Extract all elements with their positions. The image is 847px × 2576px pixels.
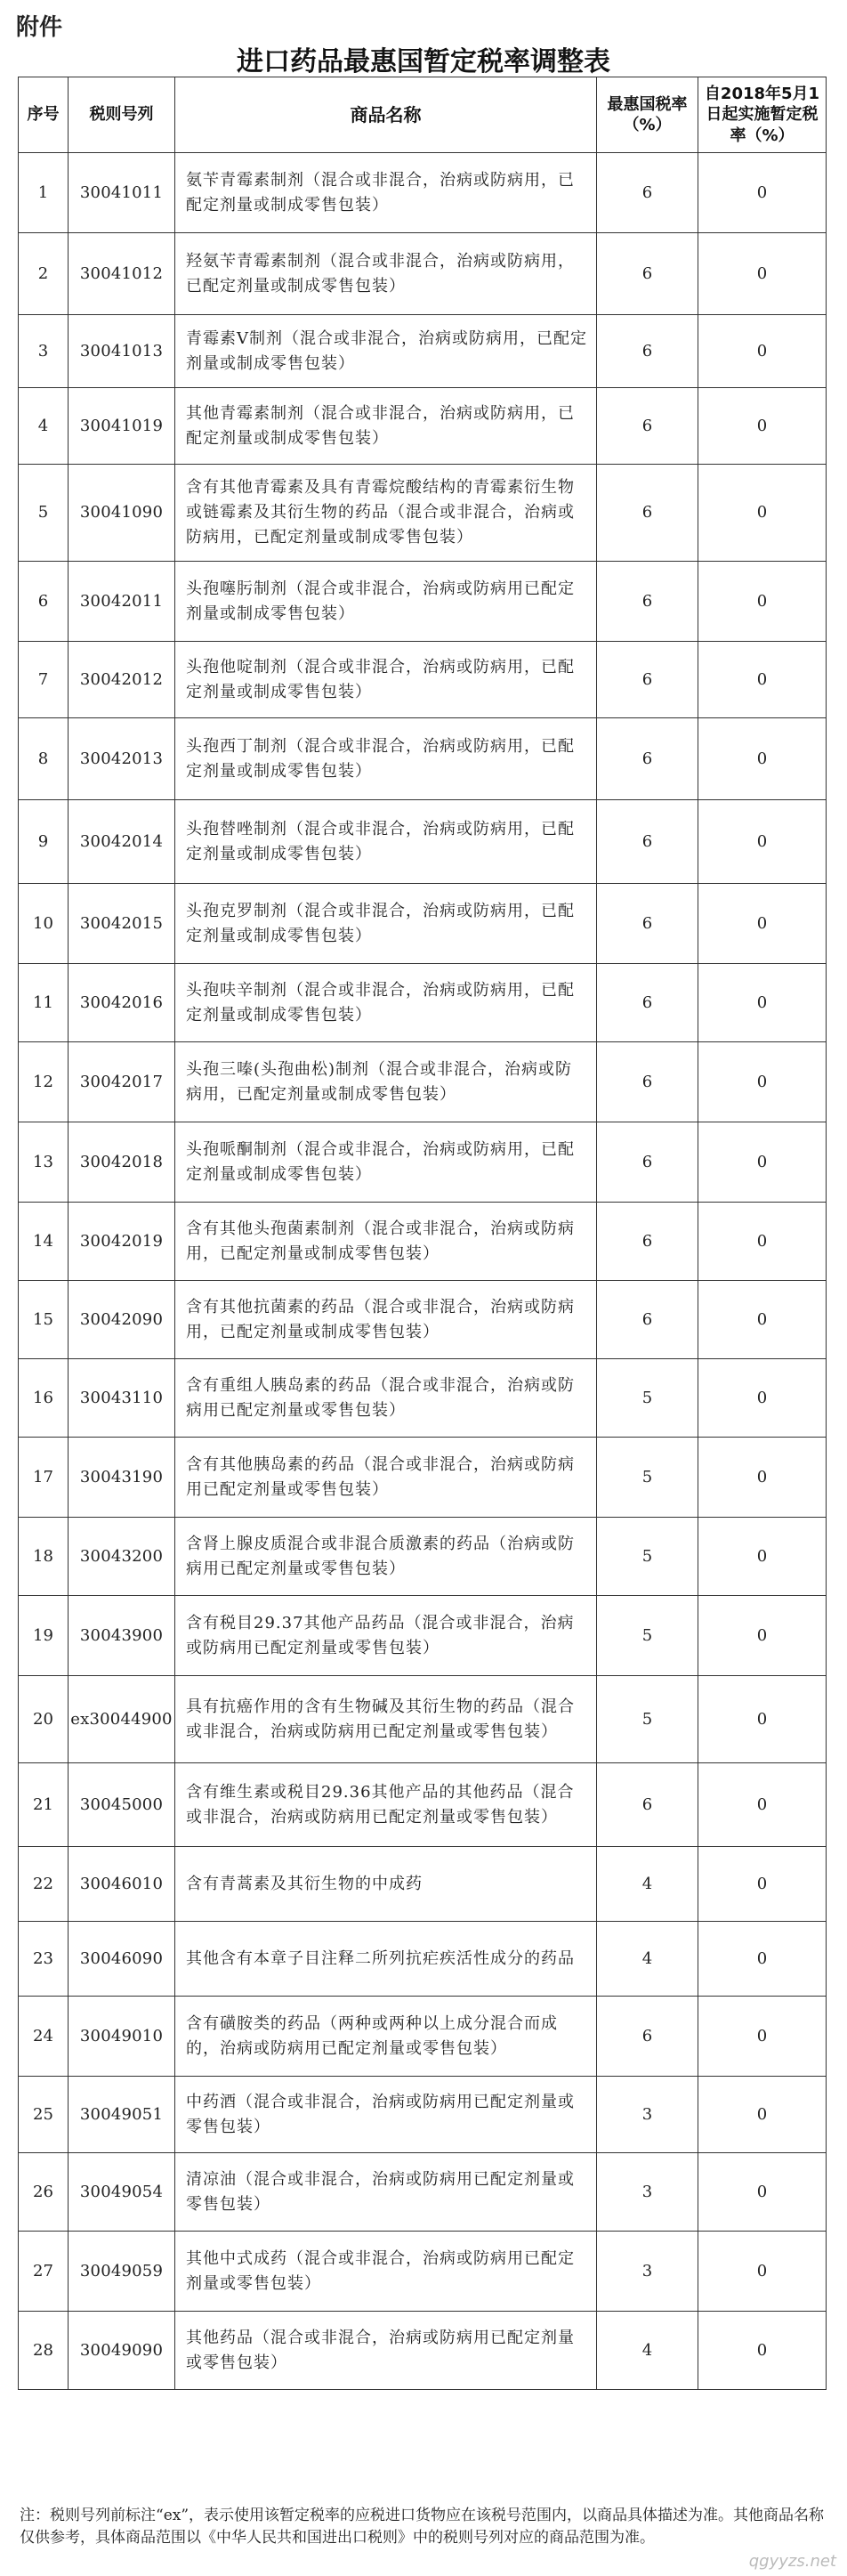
table-row [19,1203,827,1281]
product-name: 含有税目29.37其他产品药品（混合或非混合，治病或防病用已配定剂量或零售包装） [175,1596,597,1676]
product-name: 羟氨苄青霉素制剂（混合或非混合，治病或防病用，已配定剂量或制成零售包装） [175,233,597,315]
row-number: 1 [19,153,69,233]
table-row [19,562,827,642]
mfn-rate: 6 [597,1997,698,2077]
page-title: 进口药品最惠国暂定税率调整表 [237,46,610,77]
mfn-rate: 4 [597,1847,698,1922]
table-row [19,800,827,884]
col-header-name: 商品名称 [175,77,597,153]
product-name: 氨苄青霉素制剂（混合或非混合，治病或防病用，已配定剂量或制成零售包装） [175,153,597,233]
provisional-rate: 0 [698,1763,827,1847]
row-number: 8 [19,718,69,800]
product-name: 头孢替唑制剂（混合或非混合，治病或防病用，已配定剂量或制成零售包装） [175,800,597,884]
tariff-code: ex30044900 [69,1676,175,1763]
product-name: 头孢他啶制剂（混合或非混合，治病或防病用，已配定剂量或制成零售包装） [175,642,597,718]
mfn-rate: 3 [597,2153,698,2232]
provisional-rate: 0 [698,562,827,642]
table-row [19,233,827,315]
row-number: 12 [19,1042,69,1122]
tariff-code: 30042016 [69,964,175,1042]
provisional-rate: 0 [698,964,827,1042]
tariff-code: 30041019 [69,388,175,465]
table-row [19,315,827,388]
table-row [19,2232,827,2312]
product-name: 其他中式成药（混合或非混合，治病或防病用已配定剂量或零售包装） [175,2232,597,2312]
col-header-provisional-rate: 自2018年5月1日起实施暂定税率（%） [698,77,827,153]
provisional-rate: 0 [698,233,827,315]
provisional-rate: 0 [698,2232,827,2312]
mfn-rate: 6 [597,642,698,718]
row-number: 15 [19,1281,69,1359]
product-name: 头孢呋辛制剂（混合或非混合，治病或防病用，已配定剂量或制成零售包装） [175,964,597,1042]
provisional-rate: 0 [698,1042,827,1122]
provisional-rate: 0 [698,1922,827,1997]
product-name: 青霉素V制剂（混合或非混合，治病或防病用，已配定剂量或制成零售包装） [175,315,597,388]
provisional-rate: 0 [698,153,827,233]
mfn-rate: 3 [597,2077,698,2153]
row-number: 9 [19,800,69,884]
table-row [19,1281,827,1359]
tariff-code: 30042013 [69,718,175,800]
tariff-code: 30042018 [69,1122,175,1203]
row-number: 24 [19,1997,69,2077]
provisional-rate: 0 [698,718,827,800]
mfn-rate: 6 [597,233,698,315]
row-number: 21 [19,1763,69,1847]
attachment-label: 附件 [16,14,63,41]
mfn-rate: 5 [597,1518,698,1596]
product-name: 头孢三嗪(头孢曲松)制剂（混合或非混合，治病或防病用，已配定剂量或制成零售包装） [175,1042,597,1122]
col-header-no: 序号 [19,77,69,153]
provisional-rate: 0 [698,315,827,388]
col-header-code: 税则号列 [69,77,175,153]
product-name: 含肾上腺皮质混合或非混合质激素的药品（治病或防病用已配定剂量或零售包装） [175,1518,597,1596]
mfn-rate: 6 [597,388,698,465]
product-name: 含有青蒿素及其衍生物的中成药 [175,1847,597,1922]
watermark: qgyyzs.net [748,2552,836,2571]
table-row [19,1676,827,1763]
table-row [19,1847,827,1922]
provisional-rate: 0 [698,642,827,718]
mfn-rate: 3 [597,2232,698,2312]
mfn-rate: 6 [597,964,698,1042]
row-number: 25 [19,2077,69,2153]
row-number: 27 [19,2232,69,2312]
table-row [19,1596,827,1676]
table-row [19,1042,827,1122]
provisional-rate: 0 [698,1676,827,1763]
row-number: 14 [19,1203,69,1281]
table-row [19,465,827,562]
provisional-rate: 0 [698,2312,827,2390]
table-row [19,2153,827,2232]
product-name: 含有维生素或税目29.36其他产品的其他药品（混合或非混合，治病或防病用已配定剂量或零售包装） [175,1763,597,1847]
tariff-code: 30041011 [69,153,175,233]
provisional-rate: 0 [698,800,827,884]
row-number: 22 [19,1847,69,1922]
product-name: 含有其他抗菌素的药品（混合或非混合，治病或防病用，已配定剂量或制成零售包装） [175,1281,597,1359]
tariff-code: 30041013 [69,315,175,388]
row-number: 2 [19,233,69,315]
row-number: 19 [19,1596,69,1676]
row-number: 6 [19,562,69,642]
provisional-rate: 0 [698,1518,827,1596]
tariff-code: 30043110 [69,1359,175,1438]
mfn-rate: 6 [597,1281,698,1359]
row-number: 16 [19,1359,69,1438]
col-header-mfn-rate: 最惠国税率（%） [597,77,698,153]
product-name: 含有其他青霉素及具有青霉烷酸结构的青霉素衍生物或链霉素及其衍生物的药品（混合或非混合，治病或防病用，已配定剂量或制成零售包装） [175,465,597,562]
product-name: 清凉油（混合或非混合，治病或防病用已配定剂量或零售包装） [175,2153,597,2232]
provisional-rate: 0 [698,1359,827,1438]
tariff-code: 30042015 [69,884,175,964]
tariff-code: 30049010 [69,1997,175,2077]
provisional-rate: 0 [698,1281,827,1359]
table-header-row [19,77,827,153]
product-name: 含有其他头孢菌素制剂（混合或非混合，治病或防病用，已配定剂量或制成零售包装） [175,1203,597,1281]
provisional-rate: 0 [698,884,827,964]
table-row [19,718,827,800]
table-row [19,884,827,964]
mfn-rate: 5 [597,1676,698,1763]
product-name: 含有其他胰岛素的药品（混合或非混合，治病或防病用已配定剂量或零售包装） [175,1438,597,1518]
row-number: 18 [19,1518,69,1596]
provisional-rate: 0 [698,2077,827,2153]
table-row [19,1922,827,1997]
row-number: 17 [19,1438,69,1518]
table-row [19,1359,827,1438]
mfn-rate: 5 [597,1596,698,1676]
tariff-code: 30042019 [69,1203,175,1281]
tariff-code: 30046090 [69,1922,175,1997]
product-name: 具有抗癌作用的含有生物碱及其衍生物的药品（混合或非混合，治病或防病用已配定剂量或零售包装） [175,1676,597,1763]
tariff-table [18,77,827,2390]
tariff-code: 30042090 [69,1281,175,1359]
table-row [19,1438,827,1518]
provisional-rate: 0 [698,1997,827,2077]
tariff-code: 30049051 [69,2077,175,2153]
tariff-code: 30041090 [69,465,175,562]
product-name: 其他青霉素制剂（混合或非混合，治病或防病用，已配定剂量或制成零售包装） [175,388,597,465]
provisional-rate: 0 [698,1203,827,1281]
table-row [19,642,827,718]
tariff-code: 30042012 [69,642,175,718]
tariff-code: 30049054 [69,2153,175,2232]
tariff-code: 30042014 [69,800,175,884]
product-name: 头孢噻肟制剂（混合或非混合，治病或防病用已配定剂量或制成零售包装） [175,562,597,642]
provisional-rate: 0 [698,1438,827,1518]
product-name: 头孢克罗制剂（混合或非混合，治病或防病用，已配定剂量或制成零售包装） [175,884,597,964]
provisional-rate: 0 [698,465,827,562]
product-name: 中药酒（混合或非混合，治病或防病用已配定剂量或零售包装） [175,2077,597,2153]
table-row [19,153,827,233]
row-number: 13 [19,1122,69,1203]
mfn-rate: 5 [597,1438,698,1518]
table-row [19,1997,827,2077]
product-name: 头孢西丁制剂（混合或非混合，治病或防病用，已配定剂量或制成零售包装） [175,718,597,800]
provisional-rate: 0 [698,1596,827,1676]
row-number: 7 [19,642,69,718]
mfn-rate: 6 [597,315,698,388]
tariff-code: 30049059 [69,2232,175,2312]
product-name: 含有磺胺类的药品（两种或两种以上成分混合而成的，治病或防病用已配定剂量或零售包装） [175,1997,597,2077]
table-row [19,2312,827,2390]
mfn-rate: 6 [597,718,698,800]
provisional-rate: 0 [698,1122,827,1203]
mfn-rate: 6 [597,884,698,964]
table-row [19,964,827,1042]
mfn-rate: 6 [597,153,698,233]
tariff-code: 30043900 [69,1596,175,1676]
mfn-rate: 6 [597,1042,698,1122]
table-row [19,388,827,465]
mfn-rate: 6 [597,1122,698,1203]
row-number: 3 [19,315,69,388]
row-number: 20 [19,1676,69,1763]
tariff-code: 30041012 [69,233,175,315]
row-number: 26 [19,2153,69,2232]
mfn-rate: 4 [597,2312,698,2390]
mfn-rate: 6 [597,800,698,884]
provisional-rate: 0 [698,1847,827,1922]
table-row [19,2077,827,2153]
tariff-code: 30043200 [69,1518,175,1596]
row-number: 11 [19,964,69,1042]
tariff-code: 30049090 [69,2312,175,2390]
mfn-rate: 5 [597,1359,698,1438]
table-row [19,1763,827,1847]
mfn-rate: 6 [597,465,698,562]
product-name: 其他药品（混合或非混合，治病或防病用已配定剂量或零售包装） [175,2312,597,2390]
mfn-rate: 6 [597,1203,698,1281]
tariff-code: 30042011 [69,562,175,642]
product-name: 其他含有本章子目注释二所列抗疟疾活性成分的药品 [175,1922,597,1997]
footnote: 注：税则号列前标注“ex”，表示使用该暂定税率的应税进口货物应在该税号范围内，以商品具体描述为准。其他商品名称仅供参考，具体商品范围以《中华人民共和国进出口税则》中的税则号列对应的商品范围为准。 [20,2507,825,2547]
tariff-code: 30043190 [69,1438,175,1518]
product-name: 头孢哌酮制剂（混合或非混合，治病或防病用，已配定剂量或制成零售包装） [175,1122,597,1203]
mfn-rate: 6 [597,562,698,642]
product-name: 含有重组人胰岛素的药品（混合或非混合，治病或防病用已配定剂量或零售包装） [175,1359,597,1438]
provisional-rate: 0 [698,388,827,465]
row-number: 4 [19,388,69,465]
row-number: 5 [19,465,69,562]
table-row [19,1122,827,1203]
row-number: 10 [19,884,69,964]
tariff-code: 30042017 [69,1042,175,1122]
row-number: 23 [19,1922,69,1997]
tariff-code: 30046010 [69,1847,175,1922]
row-number: 28 [19,2312,69,2390]
table-row [19,1518,827,1596]
mfn-rate: 4 [597,1922,698,1997]
provisional-rate: 0 [698,2153,827,2232]
tariff-code: 30045000 [69,1763,175,1847]
mfn-rate: 6 [597,1763,698,1847]
